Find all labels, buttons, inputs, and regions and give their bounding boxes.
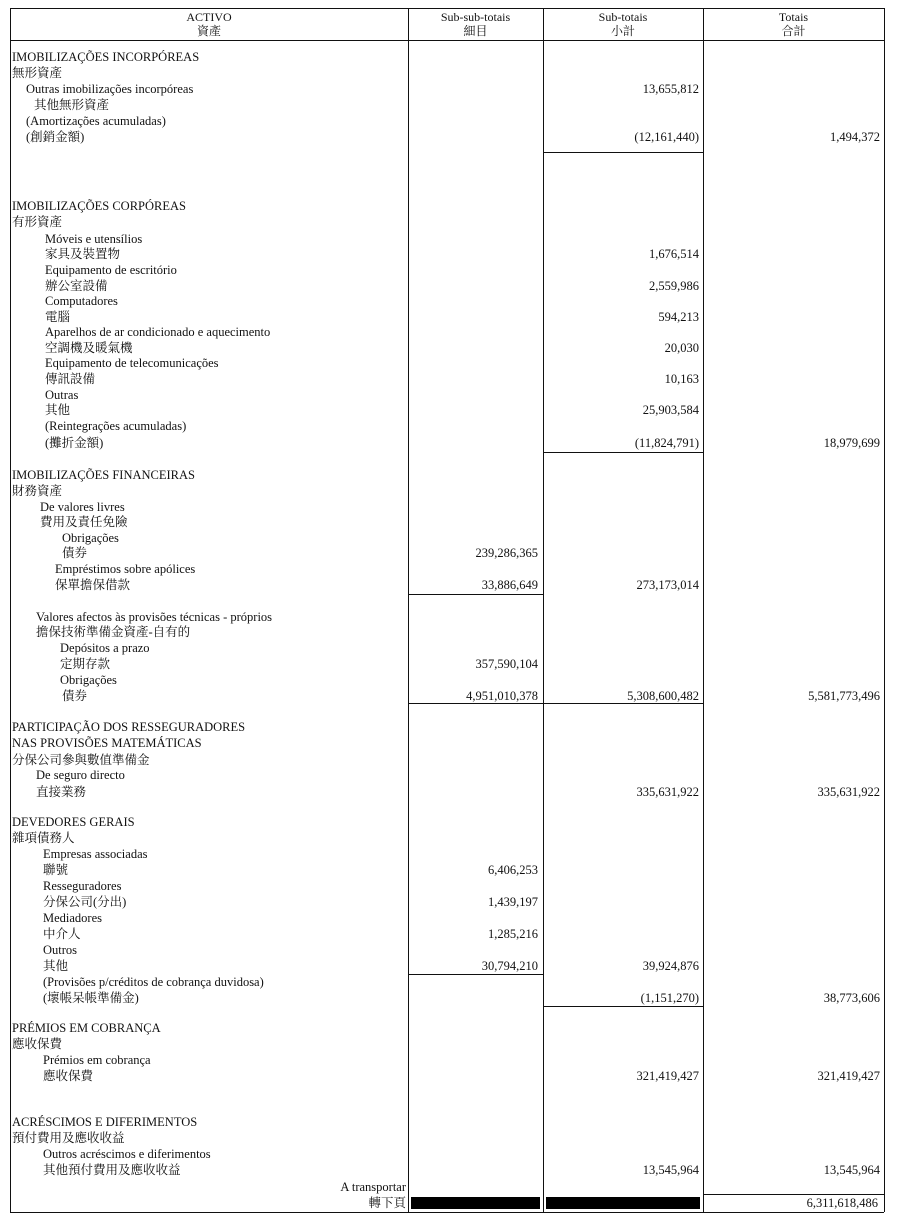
section-heading: 雜項債務人: [12, 831, 75, 845]
line-item-label: Outras: [45, 388, 79, 402]
line-item-label: Prémios em cobrança: [43, 1053, 151, 1067]
rule-line: [10, 1212, 884, 1213]
subtotal-value: 25,903,584: [642, 403, 699, 417]
header-total-label: Totais: [778, 10, 809, 24]
line-item-label: De seguro directo: [36, 768, 125, 782]
header-subsub: [408, 10, 543, 38]
subtotal-value: 2,559,986: [649, 279, 699, 293]
section-heading: 分保公司參與數值準備金: [12, 753, 150, 767]
redacted-bar-subsub: [411, 1197, 540, 1209]
line-item-label: Outros: [43, 943, 78, 957]
line-item-label: 保單擔保借款: [55, 578, 131, 592]
subtotal-value: 39,924,876: [642, 959, 699, 973]
line-item-label: 債券: [62, 689, 88, 703]
line-item-label: Equipamento de telecomunicações: [45, 356, 219, 370]
total-value: 1,494,372: [830, 130, 880, 144]
line-item-label: 中介人: [43, 927, 81, 941]
line-item-label: Mediadores: [43, 911, 103, 925]
total-value: 5,581,773,496: [808, 689, 880, 703]
subtotal-value: 20,030: [664, 341, 699, 355]
line-item-label: 空調機及暖氣機: [45, 341, 133, 355]
header-sub-label: Sub-totais: [598, 10, 648, 24]
line-item-label: Obrigações: [60, 673, 117, 687]
subsub-total-value: 33,886,649: [481, 578, 538, 592]
section-heading: 財務資產: [12, 484, 63, 498]
header-total: [703, 10, 884, 38]
section-heading: ACRÉSCIMOS E DIFERIMENTOS: [12, 1115, 198, 1129]
rule-line: [10, 40, 884, 41]
rule-line: [408, 8, 409, 1212]
header-subsub-label-zh: 細目: [463, 24, 488, 38]
section-heading: PARTICIPAÇÃO DOS RESSEGURADORES: [12, 720, 246, 734]
subsub-total-value: 357,590,104: [475, 657, 538, 671]
subtotal-value: 273,173,014: [636, 578, 699, 592]
rule-line: [10, 8, 11, 1212]
line-item-label: Outras imobilizações incorpóreas: [26, 82, 194, 96]
header-total-label-zh: 合計: [781, 24, 806, 38]
line-item-label: 家具及裝置物: [45, 247, 121, 261]
total-value: 321,419,427: [817, 1069, 880, 1083]
section-heading: NAS PROVISÕES MATEMÁTICAS: [12, 736, 202, 750]
subtotal-value: 13,545,964: [642, 1163, 699, 1177]
line-item-label: 其他: [45, 403, 71, 417]
line-item-label: Depósitos a prazo: [60, 641, 150, 655]
line-item-label: Equipamento de escritório: [45, 263, 177, 277]
line-item-label: Aparelhos de ar condicionado e aquecimento: [45, 325, 271, 339]
header-activo-label: ACTIVO: [186, 10, 232, 24]
section-heading: PRÉMIOS EM COBRANÇA: [12, 1021, 161, 1035]
rule-line: [10, 8, 884, 9]
section-heading: 有形資產: [12, 215, 63, 229]
rule-line: [543, 1006, 703, 1007]
line-item-label: Resseguradores: [43, 879, 122, 893]
line-item-label: 債券: [62, 546, 88, 560]
total-value: 38,773,606: [823, 991, 880, 1005]
redacted-bar-sub: [546, 1197, 700, 1209]
line-item-label: Computadores: [45, 294, 118, 308]
subtotal-value: 594,213: [658, 310, 699, 324]
carry-forward-label: A transportar: [340, 1180, 406, 1194]
line-item-label: 傳訊設備: [45, 372, 96, 386]
header-sub: [543, 10, 703, 38]
line-item-label: (攤折金額): [45, 436, 104, 450]
header-activo: [10, 10, 408, 38]
line-item-label: 電腦: [45, 310, 71, 324]
line-item-label: Valores afectos às provisões técnicas - próprios: [36, 610, 273, 624]
rule-line: [884, 8, 885, 1212]
rule-line: [408, 974, 543, 975]
line-item-label: 聯號: [43, 863, 69, 877]
subsub-total-value: 30,794,210: [481, 959, 538, 973]
subtotal-value: 335,631,922: [636, 785, 699, 799]
section-heading: 預付費用及應收收益: [12, 1131, 125, 1145]
header-subsub-label: Sub-sub-totais: [440, 10, 511, 24]
total-value: 335,631,922: [817, 785, 880, 799]
line-item-label: 其他無形資產: [34, 98, 110, 112]
carry-forward-total: 6,311,618,486: [806, 1196, 878, 1210]
line-item-label: (壞帳呆帳準備金): [43, 991, 139, 1005]
line-item-label: 擔保技術準備金資產-自有的: [36, 625, 191, 639]
subsub-total-value: 1,285,216: [488, 927, 538, 941]
total-value: 18,979,699: [823, 436, 880, 450]
line-item-label: Empréstimos sobre apólices: [55, 562, 196, 576]
subsub-total-value: 6,406,253: [488, 863, 538, 877]
rule-line: [408, 594, 543, 595]
line-item-label: 辦公室設備: [45, 279, 108, 293]
line-item-label: (Amortizações acumuladas): [26, 114, 166, 128]
line-item-label: 直接業務: [36, 785, 87, 799]
line-item-label: 其他: [43, 959, 69, 973]
subtotal-value: (11,824,791): [634, 436, 699, 450]
subtotal-value: 1,676,514: [649, 247, 699, 261]
line-item-label: (Reintegrações acumuladas): [45, 419, 187, 433]
line-item-label: 費用及責任免險: [40, 515, 128, 529]
line-item-label: De valores livres: [40, 500, 125, 514]
rule-line: [543, 452, 703, 453]
subsub-total-value: 239,286,365: [475, 546, 538, 560]
line-item-label: 分保公司(分出): [43, 895, 127, 909]
subtotal-value: (12,161,440): [634, 130, 699, 144]
subsub-total-value: 1,439,197: [488, 895, 538, 909]
line-item-label: Empresas associadas: [43, 847, 148, 861]
subtotal-value: 321,419,427: [636, 1069, 699, 1083]
subtotal-value: (1,151,270): [640, 991, 699, 1005]
section-heading: 應收保費: [12, 1037, 63, 1051]
subsub-total-value: 4,951,010,378: [466, 689, 538, 703]
rule-line: [543, 152, 703, 153]
section-heading: 無形資產: [12, 66, 63, 80]
header-sub-label-zh: 小計: [610, 24, 635, 38]
rule-line: [703, 1194, 884, 1195]
total-value: 13,545,964: [823, 1163, 880, 1177]
header-activo-label-zh: 資產: [196, 24, 221, 38]
section-heading: IMOBILIZAÇÕES CORPÓREAS: [12, 199, 186, 213]
line-item-label: Outros acréscimos e diferimentos: [43, 1147, 211, 1161]
line-item-label: 其他預付費用及應收收益: [43, 1163, 181, 1177]
line-item-label: Obrigações: [62, 531, 119, 545]
line-item-label: (Provisões p/créditos de cobrança duvidosa): [43, 975, 264, 989]
section-heading: DEVEDORES GERAIS: [12, 815, 135, 829]
section-heading: IMOBILIZAÇÕES FINANCEIRAS: [12, 468, 195, 482]
subtotal-value: 10,163: [664, 372, 699, 386]
rule-line: [703, 8, 704, 1212]
line-item-label: 定期存款: [60, 657, 111, 671]
line-item-label: 應收保費: [43, 1069, 94, 1083]
section-heading: IMOBILIZAÇÕES INCORPÓREAS: [12, 50, 200, 64]
rule-line: [543, 8, 544, 1212]
line-item-label: Móveis e utensílios: [45, 232, 143, 246]
subtotal-value: 13,655,812: [642, 82, 699, 96]
carry-forward-label-zh: 轉下頁: [368, 1196, 406, 1210]
rule-line: [408, 703, 703, 704]
line-item-label: (創銷金額): [26, 130, 85, 144]
subtotal-value: 5,308,600,482: [627, 689, 699, 703]
